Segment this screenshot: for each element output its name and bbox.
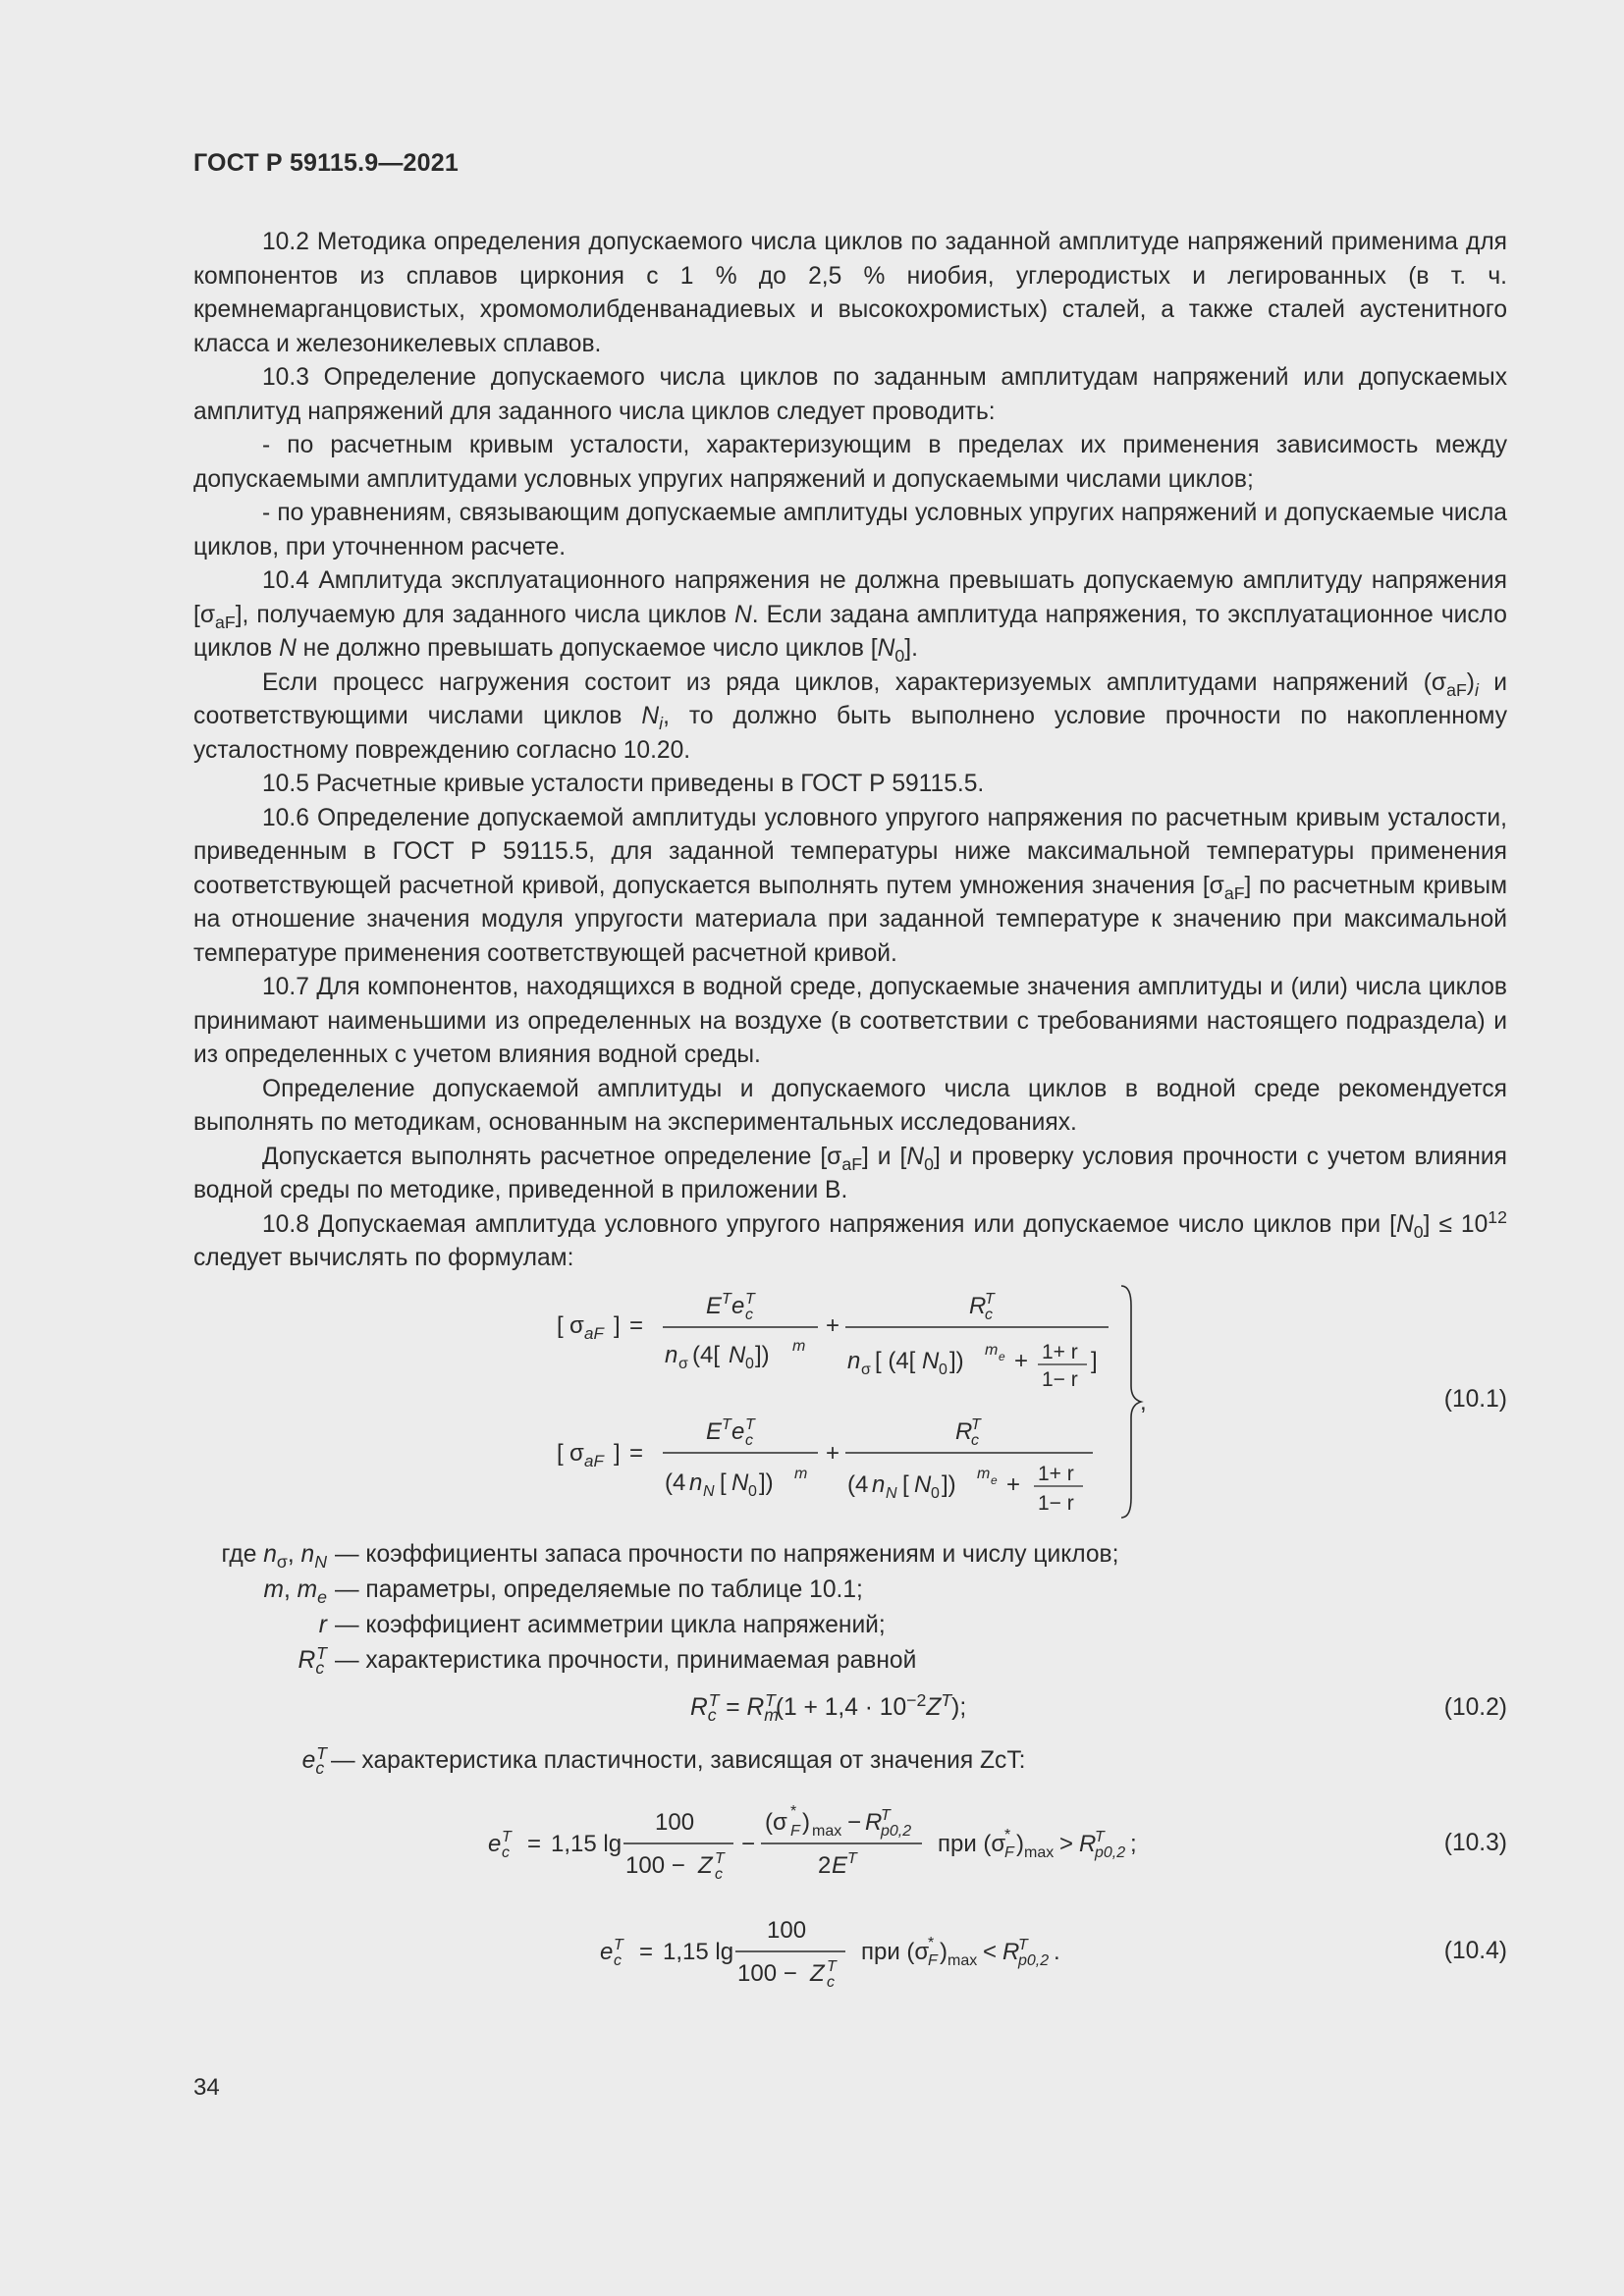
svg-text:Z: Z [698,1852,713,1879]
svg-text:R: R [969,1293,987,1319]
svg-text:R: R [1079,1831,1097,1857]
svg-text:e: e [600,1939,614,1965]
svg-text:T: T [827,1958,837,1975]
svg-text:T: T [614,1937,623,1953]
svg-text:F: F [790,1823,800,1840]
paragraph-10-4: 10.4 Амплитуда эксплуатационного напряжения не должна превышать допускаемую амплитуду напряжения $[\sigma_{aF}]$, получаемую для заданного числа циклов N. Если задана амплитуда напряжения, то эксплуатационное число циклов N не должно превышать допускаемое число циклов $[N_0]$. [193,567,1507,666]
equation-number-10-4: (10.4) [1443,1938,1507,1964]
equation-10-1-graphic [193,1276,1372,1522]
svg-text:σ: σ [861,1362,871,1378]
svg-text:+: + [826,1440,840,1467]
svg-text:1− r: 1− r [1042,1368,1078,1391]
svg-text:E: E [706,1418,723,1445]
svg-text:(4: (4 [665,1469,686,1496]
svg-text:E: E [706,1293,723,1319]
equation-10-3 [193,1800,1507,1879]
definition-text: — характеристика прочности, принимаемая равной [335,1647,917,1674]
svg-text:c: c [614,1952,622,1969]
paragraph-10-8: 10.8 Допускаемая амплитуда условного упругого напряжения или допускаемое число циклов при $[N_0] \le 10^{12}$ следует вычислять по формулам: [193,1206,1507,1271]
svg-text:−: − [741,1831,756,1857]
svg-text:m: m [794,1466,808,1482]
svg-text:N: N [886,1485,897,1502]
paragraph-10-3-item-b: - по уравнениям, связывающим допускаемые амплитуды условных упругих напряжений и допускаемые числа циклов, при уточненном расчете. [193,500,1507,561]
equation-10-3-graphic [193,1800,1273,1879]
svg-text:σ: σ [569,1440,584,1467]
svg-text:c: c [745,1307,753,1323]
svg-text:T: T [1095,1829,1105,1845]
definitions-list-2 [193,1743,1507,1779]
svg-text:aF: aF [584,1452,604,1470]
svg-text:N: N [731,1469,749,1496]
page-number: 34 [193,2074,220,2101]
definition-text: — характеристика пластичности, зависящая от значения ZcT: [331,1747,1026,1774]
svg-text:e: e [999,1350,1005,1363]
definition-text: — коэффициенты запаса прочности по напряжениям и числу циклов; [335,1541,1119,1568]
svg-text:T: T [985,1291,995,1308]
svg-text:]: ] [614,1440,621,1467]
svg-text:): ) [1016,1831,1024,1857]
svg-text:при (σ: при (σ [938,1831,1006,1857]
svg-text:c: c [985,1307,993,1323]
svg-text:T: T [847,1850,857,1867]
svg-text:e: e [991,1473,998,1487]
svg-text:R: R [955,1418,973,1445]
svg-text:0: 0 [745,1356,754,1372]
svg-text:c: c [827,1974,835,1987]
svg-text:(4[: (4[ [692,1342,721,1368]
svg-text:N: N [703,1483,715,1500]
equation-10-1 [193,1276,1507,1522]
svg-text:m: m [977,1466,991,1482]
paragraph-10-3: 10.3 Определение допускаемого числа циклов по заданным амплитудам напряжений или допускаемых амплитуд напряжений для заданного числа циклов следует проводить: [193,364,1507,425]
svg-text:σ: σ [678,1356,688,1372]
svg-text:p0,2: p0,2 [1095,1844,1126,1861]
svg-text:aF: aF [584,1324,604,1343]
paragraph-10-5: 10.5 Расчетные кривые усталости приведены в ГОСТ Р 59115.5. [262,771,985,797]
svg-text:1+ r: 1+ r [1042,1341,1078,1363]
definition-item [193,1537,1507,1573]
svg-text:): ) [940,1939,947,1965]
svg-text:n: n [665,1342,678,1368]
definition-symbol: $R_c^T$ [298,1642,327,1678]
svg-text:e: e [731,1293,745,1319]
paragraph-water-medium: Определение допускаемой амплитуды и допускаемого числа циклов в водной среде рекомендуется выполнять по методикам, основанным на экспериментальных исследованиях. [193,1075,1507,1136]
equation-number-10-1: (10.1) [1443,1386,1507,1413]
svg-text:=: = [527,1831,542,1857]
svg-text:]): ]) [755,1342,770,1368]
paragraph-calc-allowed: Допускается выполнять расчетное определение $[\sigma_{aF}]$ и $[N_0]$ и проверку условия прочности с учетом влияния водной среды по методике, приведенной в приложении В. [193,1143,1507,1203]
svg-text:m: m [792,1338,806,1355]
svg-text:1,15 lg: 1,15 lg [663,1939,734,1965]
svg-text:n: n [872,1471,886,1498]
svg-text:]): ]) [942,1471,956,1498]
svg-text:m: m [985,1342,999,1359]
equation-10-2-formula: $R_c^T = R_m^T(1 + 1,4 \cdot 10^{-2}Z^T)$; [690,1689,967,1725]
svg-text:+: + [1006,1471,1021,1498]
svg-text:E: E [832,1852,848,1879]
svg-text:max: max [812,1823,842,1840]
svg-text:,: , [1140,1389,1147,1415]
svg-text:(σ: (σ [765,1809,787,1836]
svg-text:c: c [971,1432,979,1449]
definition-symbol: $e_c^T$ [301,1742,327,1778]
body-text [193,226,1507,1276]
svg-text:[: [ [720,1469,727,1496]
svg-text:100: 100 [655,1809,695,1836]
document-header: ГОСТ Р 59115.9—2021 [193,149,459,177]
svg-text:c: c [745,1432,753,1449]
equation-number-10-3: (10.3) [1443,1830,1507,1856]
svg-text:[: [ [902,1471,909,1498]
svg-text:max: max [947,1952,978,1969]
svg-text:T: T [502,1829,512,1845]
svg-text:1− r: 1− r [1038,1492,1074,1515]
definition-text: — коэффициент асимметрии цикла напряжений; [335,1612,886,1638]
paragraph-10-7: 10.7 Для компонентов, находящихся в водной среде, допускаемые значения амплитуды и (или) числа циклов принимают наименьшими из определенных на воздухе (в соответствии с требованиями настоящего подраздела) и из определенных с учетом влияния водной среды. [193,974,1507,1068]
svg-text:c: c [502,1844,510,1861]
svg-text:F: F [1004,1844,1014,1861]
equation-number-10-2: (10.2) [1443,1694,1507,1721]
svg-text:T: T [881,1807,891,1824]
svg-text:;: ; [1130,1831,1137,1857]
svg-text:T: T [745,1416,755,1433]
svg-text:F: F [928,1952,938,1969]
svg-text:T: T [722,1416,731,1433]
svg-text:R: R [865,1809,883,1836]
svg-text:0: 0 [748,1483,757,1500]
definition-item [193,1608,1507,1643]
paragraph-10-3-item-a: - по расчетным кривым усталости, характеризующим в пределах их применения зависимость между допускаемыми амплитудами условных упругих напряжений и допускаемыми числами циклов; [193,432,1507,493]
svg-text:0: 0 [931,1485,940,1502]
paragraph-loading-process: Если процесс нагружения состоит из ряда циклов, характеризуемых амплитудами напряжений $(\sigma_{aF})_i$ и соответствующими числами циклов $N_i$, то должно быть выполнено условие прочности по накопленному усталостному повреждению согласно 10.20. [193,668,1507,764]
svg-text:[: [ [557,1312,564,1339]
svg-text:0: 0 [939,1362,947,1378]
svg-text:]: ] [1091,1348,1098,1374]
svg-text:=: = [639,1939,654,1965]
svg-text:[ (4[: [ (4[ [875,1348,916,1374]
svg-text:c: c [715,1866,723,1879]
svg-text:T: T [715,1850,725,1867]
svg-text:+: + [826,1312,840,1339]
svg-text:p0,2: p0,2 [881,1823,912,1840]
svg-text:N: N [914,1471,932,1498]
svg-text:100 −: 100 − [625,1852,685,1879]
svg-text:n: n [847,1348,861,1374]
svg-text:σ: σ [569,1312,584,1339]
svg-text:N: N [729,1342,746,1368]
svg-text:): ) [802,1809,810,1836]
svg-text:−: − [847,1809,862,1836]
svg-text:T: T [971,1416,981,1433]
svg-text:e: e [488,1831,502,1857]
equation-10-4-graphic [193,1908,1273,1987]
svg-text:2: 2 [818,1852,832,1879]
equation-10-2 [193,1689,1507,1734]
svg-text:R: R [1002,1939,1020,1965]
svg-text:.: . [1054,1939,1060,1965]
definition-symbol: r [318,1612,327,1638]
svg-text:(4: (4 [847,1471,869,1498]
svg-text:T: T [1018,1937,1028,1953]
svg-text:max: max [1024,1844,1055,1861]
svg-text:T: T [745,1291,755,1308]
svg-text:*: * [1004,1827,1011,1843]
equation-10-4 [193,1908,1507,1987]
svg-text:p0,2: p0,2 [1018,1952,1050,1969]
svg-text:]): ]) [949,1348,964,1374]
svg-text:N: N [922,1348,940,1374]
svg-text:*: * [790,1803,797,1820]
definition-text: — параметры, определяемые по таблице 10.1; [335,1576,863,1603]
svg-text:]: ] [614,1312,621,1339]
paragraph-10-6: 10.6 Определение допускаемой амплитуды условного упругого напряжения по расчетным кривым усталости, приведенным в ГОСТ Р 59115.5, для заданной температуры ниже максимальной температуры применения соответствующей расчетной кривой, допускается выполнять путем умножения значения $[\sigma_{aF}]$ по расчетным кривым на отношение значения модуля упругости материала при заданной температуре к значению при максимальной температуре применения соответствующей расчетной кривой. [193,804,1507,967]
svg-text:<: < [983,1939,998,1965]
svg-text:100: 100 [767,1917,807,1944]
svg-text:[: [ [557,1440,564,1467]
definition-item [193,1643,1507,1679]
svg-text:e: e [731,1418,745,1445]
svg-text:n: n [689,1469,703,1496]
svg-text:1,15 lg: 1,15 lg [551,1831,623,1857]
definitions-list [193,1537,1507,1679]
svg-text:*: * [928,1935,935,1951]
svg-text:T: T [722,1291,731,1308]
svg-text:+: + [1014,1348,1029,1374]
svg-text:Z: Z [810,1960,825,1987]
svg-text:]): ]) [759,1469,774,1496]
svg-text:100 −: 100 − [737,1960,797,1987]
svg-text:1+ r: 1+ r [1038,1463,1074,1485]
definition-symbol: m, $m_e$ [263,1576,327,1607]
svg-text:при (σ: при (σ [861,1939,930,1965]
paragraph-10-2: 10.2 Методика определения допускаемого числа циклов по заданной амплитуде напряжений применима для компонентов из сплавов циркония с 1 % до 2,5 % ниобия, углеродистых и легированных (в т. ч. кремнемарганцовистых, хромомолибденванадиевых и высокохромистых) сталей, а также сталей аустенитного класса и железоникелевых сплавов. [193,229,1507,357]
definition-symbol: где $n_\sigma$, $n_N$ [221,1541,327,1572]
definition-item [193,1573,1507,1608]
svg-text:=: = [629,1440,644,1467]
svg-text:>: > [1059,1831,1074,1857]
definition-item [193,1743,1507,1779]
svg-text:=: = [629,1312,644,1339]
